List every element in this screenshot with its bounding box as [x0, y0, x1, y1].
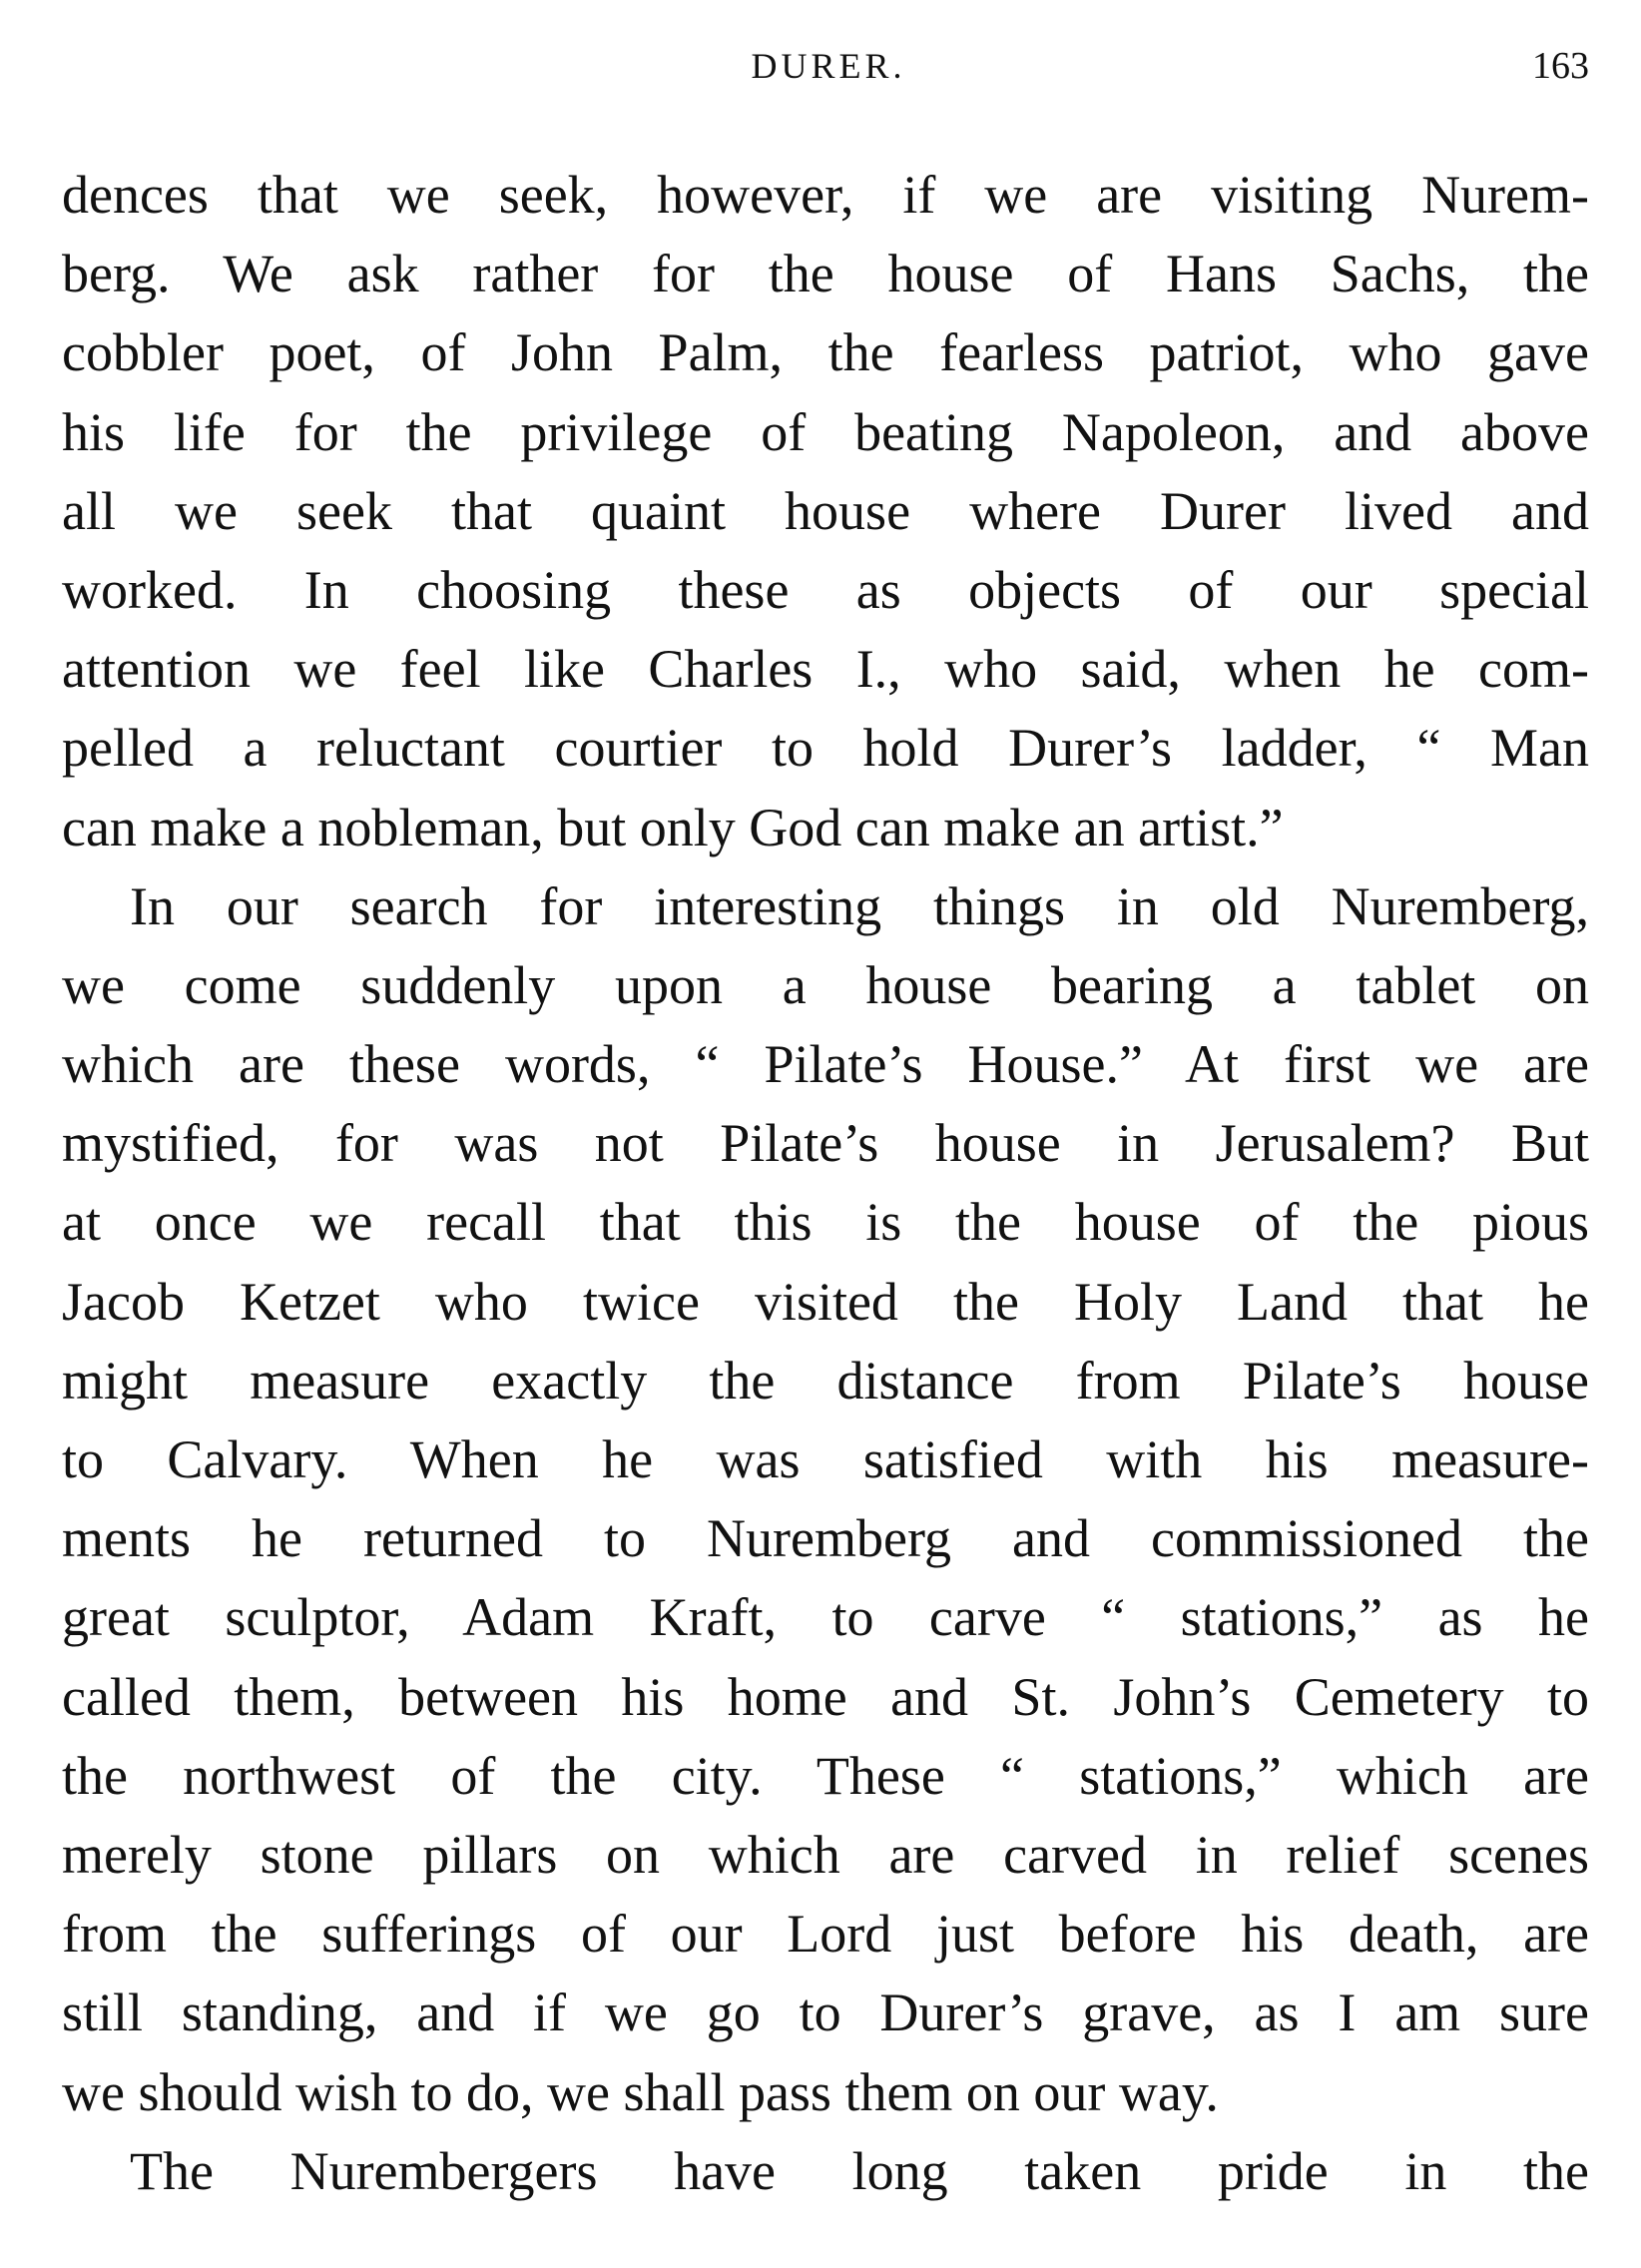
- text-line: we come suddenly upon a house bearing a tablet on: [62, 954, 1589, 1015]
- text-line: all we seek that quaint house where Durer lived and: [62, 480, 1589, 541]
- text-line: berg. We ask rather for the house of Hans Sachs, the: [62, 244, 1589, 304]
- text-line: at once we recall that this is the house of the pious: [62, 1192, 1589, 1253]
- text-line: might measure exactly the distance from Pilate’s house: [62, 1350, 1589, 1411]
- page-number: 163: [1532, 45, 1589, 87]
- text-line: merely stone pillars on which are carved in relief scenes: [62, 1824, 1589, 1885]
- running-head: [60, 36, 1597, 96]
- text-line: we should wish to do, we shall pass them on our way.: [62, 2061, 1219, 2122]
- text-line: his life for the privilege of beating Napoleon, and above: [62, 401, 1589, 462]
- text-line: Jacob Ketzet who twice visited the Holy Land that he: [62, 1271, 1589, 1332]
- text-line: dences that we seek, however, if we are visiting Nurem-: [62, 165, 1589, 225]
- text-line: ments he returned to Nuremberg and commissioned the: [62, 1508, 1589, 1569]
- text-line: still standing, and if we go to Durer’s grave, as I am sure: [62, 1983, 1589, 2043]
- text-line: pelled a reluctant courtier to hold Durer’s ladder, “ Man: [62, 718, 1589, 779]
- text-line: can make a nobleman, but only God can make an artist.”: [62, 797, 1284, 857]
- text-line: cobbler poet, of John Palm, the fearless patriot, who gave: [62, 322, 1589, 383]
- running-head-title: DURER.: [751, 46, 906, 86]
- text-line: great sculptor, Adam Kraft, to carve “ stations,” as he: [62, 1587, 1589, 1648]
- text-line: the northwest of the city. These “ stations,” which are: [62, 1745, 1589, 1806]
- text-line: which are these words, “ Pilate’s House.” At first we are: [62, 1034, 1589, 1095]
- body-text: [62, 156, 1589, 2211]
- text-line: mystified, for was not Pilate’s house in Jerusalem? But: [62, 1113, 1589, 1174]
- text-line: In our search for interesting things in old Nuremberg,: [130, 875, 1589, 936]
- text-line: attention we feel like Charles I., who said, when he com-: [62, 639, 1589, 700]
- text-line: from the sufferings of our Lord just before his death, are: [62, 1904, 1589, 1965]
- text-line: The Nurembergers have long taken pride in the: [130, 2140, 1589, 2201]
- text-line: worked. In choosing these as objects of our special: [62, 559, 1589, 620]
- text-line: to Calvary. When he was satisfied with his measure-: [62, 1429, 1589, 1489]
- text-line: called them, between his home and St. John’s Cemetery to: [62, 1666, 1589, 1727]
